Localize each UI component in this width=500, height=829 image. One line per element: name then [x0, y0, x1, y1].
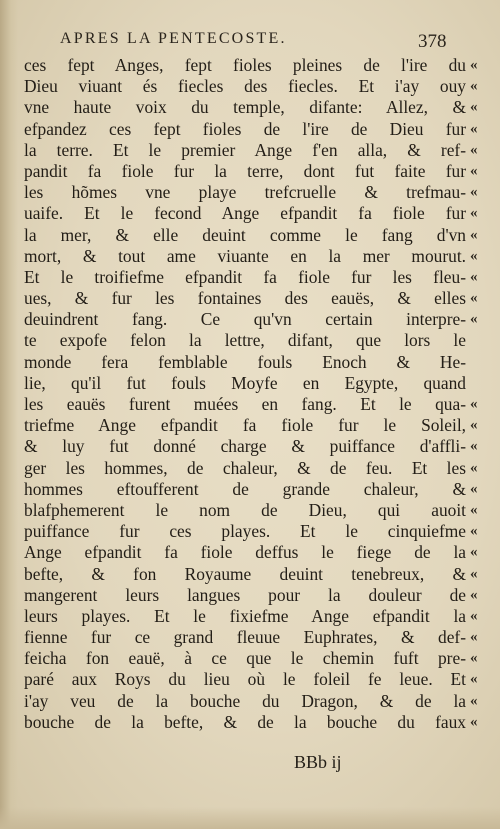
- text-line: [24, 225, 494, 246]
- margin-quote-mark: «: [470, 438, 478, 455]
- text-line: [24, 691, 494, 712]
- line-text: befte, & fon Royaume deuint tenebreux, &: [24, 563, 466, 584]
- line-text: efpandez ces fept fioles de l'ire de Dieu fur: [24, 118, 466, 139]
- line-text: leurs playes. Et le fixiefme Ange efpandit la: [24, 605, 466, 626]
- text-line: [24, 712, 494, 733]
- margin-quote-mark: «: [470, 141, 478, 158]
- text-line: [24, 140, 494, 161]
- text-line: [24, 394, 494, 415]
- text-line: [24, 182, 494, 203]
- line-text: hommes eftoufferent de grande chaleur, &: [24, 478, 466, 499]
- margin-quote-mark: «: [470, 205, 478, 222]
- line-text: pandit fa fiole fur la terre, dont fut faite fur: [24, 160, 466, 181]
- margin-quote-mark: «: [470, 586, 478, 603]
- margin-quote-mark: «: [470, 692, 478, 709]
- margin-quote-mark: «: [470, 544, 478, 561]
- line-text: ces fept Anges, fept fioles pleines de l'ire du: [24, 55, 466, 75]
- margin-quote-mark: «: [470, 417, 478, 434]
- line-text: la mer, & elle deuint comme le fang d'vn: [24, 224, 466, 245]
- line-text: & luy fut donné charge & puiffance d'affli-: [24, 436, 466, 457]
- margin-quote-mark: «: [470, 57, 478, 73]
- text-line: [24, 203, 494, 224]
- text-line: [24, 309, 494, 330]
- line-text: bouche de la befte, & de la bouche du faux: [24, 711, 466, 732]
- line-text: puiffance fur ces playes. Et le cinquiefme: [24, 521, 466, 542]
- line-text: deuindrent fang. Ce qu'vn certain interpre-: [24, 309, 466, 330]
- line-text: mangerent leurs langues pour la douleur de: [24, 584, 466, 605]
- margin-quote-mark: «: [470, 607, 478, 624]
- text-line: [24, 288, 494, 309]
- text-line: [24, 585, 494, 606]
- text-line: [24, 564, 494, 585]
- line-text: uaife. Et le fecond Ange efpandit fa fiole fur: [24, 203, 466, 224]
- margin-quote-mark: «: [470, 162, 478, 179]
- margin-quote-mark: «: [470, 565, 478, 582]
- line-text: blafphemerent le nom de Dieu, qui auoit: [24, 499, 466, 520]
- margin-quote-mark: «: [470, 268, 478, 285]
- text-line: [24, 436, 494, 457]
- line-text: Dieu viuant és fiecles des fiecles. Et i'ay ouy: [24, 76, 466, 97]
- margin-quote-mark: «: [470, 629, 478, 646]
- text-line: [24, 648, 494, 669]
- line-text: ues, & fur les fontaines des eauës, & elles: [24, 288, 466, 309]
- line-text: i'ay veu de la bouche du Dragon, & de la: [24, 690, 466, 711]
- line-text: triefme Ange efpandit fa fiole fur le Soleil,: [24, 415, 466, 436]
- text-line: [24, 669, 494, 690]
- line-text: vne haute voix du temple, difante: Allez, &: [24, 97, 466, 118]
- page-gutter-shadow: [0, 0, 18, 829]
- signature-mark: BBb ij: [294, 752, 342, 772]
- running-title: APRES LA PENTECOSTE.: [60, 30, 287, 47]
- margin-quote-mark: «: [470, 501, 478, 518]
- margin-quote-mark: «: [470, 311, 478, 328]
- text-line: [24, 330, 494, 351]
- line-text: fienne fur ce grand fleuue Euphrates, & def-: [24, 627, 466, 648]
- text-line: [24, 352, 494, 373]
- text-line: [24, 606, 494, 627]
- line-text: les hõmes vne playe trefcruelle & trefmau-: [24, 182, 466, 203]
- line-text: feicha fon eauë, à ce que le chemin fuft pre-: [24, 648, 466, 669]
- line-text: mort, & tout ame viuante en la mer mourut.: [24, 245, 466, 266]
- line-text: les eauës furent muées en fang. Et le qua-: [24, 394, 466, 414]
- margin-quote-mark: «: [470, 290, 478, 307]
- margin-quote-mark: «: [470, 459, 478, 476]
- text-line: [24, 267, 494, 288]
- line-text: Et le troifiefme efpandit fa fiole fur les fleu-: [24, 266, 466, 287]
- text-line: [24, 373, 494, 394]
- margin-quote-mark: «: [470, 396, 478, 412]
- line-text: ger les hommes, de chaleur, & de feu. Et les: [24, 457, 466, 478]
- line-text: monde fera femblable fouls Enoch & He-: [24, 351, 466, 372]
- line-text: paré aux Roys du lieu où le foleil fe leue. Et: [24, 669, 466, 690]
- margin-quote-mark: «: [470, 99, 478, 116]
- text-line: [24, 97, 494, 118]
- text-line: [24, 119, 494, 140]
- margin-quote-mark: «: [470, 120, 478, 137]
- line-text: la terre. Et le premier Ange f'en alla, & ref-: [24, 139, 466, 160]
- text-line: [24, 76, 494, 97]
- line-text: lie, qu'il fut fouls Moyfe en Egypte, quand: [24, 372, 466, 393]
- text-line: [24, 627, 494, 648]
- text-line: [24, 500, 494, 521]
- margin-quote-mark: «: [470, 713, 478, 730]
- text-line: [24, 161, 494, 182]
- margin-quote-mark: «: [470, 523, 478, 540]
- text-line: [24, 479, 494, 500]
- margin-quote-mark: «: [470, 226, 478, 243]
- margin-quote-mark: «: [470, 671, 478, 688]
- margin-quote-mark: «: [470, 184, 478, 201]
- page-number: 378: [418, 31, 447, 52]
- margin-quote-mark: «: [470, 78, 478, 95]
- text-line: [24, 521, 494, 542]
- page-bottom-shadow: [0, 807, 500, 829]
- text-line: [24, 415, 494, 436]
- margin-quote-mark: «: [470, 650, 478, 667]
- text-block: [24, 55, 494, 755]
- line-text: te expofe felon la lettre, difant, que lors le: [24, 330, 466, 351]
- text-line: [24, 458, 494, 479]
- text-line: [24, 542, 494, 563]
- text-line: [24, 55, 494, 76]
- margin-quote-mark: «: [470, 480, 478, 497]
- line-text: Ange efpandit fa fiole deffus le fiege de la: [24, 542, 466, 563]
- margin-quote-mark: «: [470, 247, 478, 264]
- text-line: [24, 246, 494, 267]
